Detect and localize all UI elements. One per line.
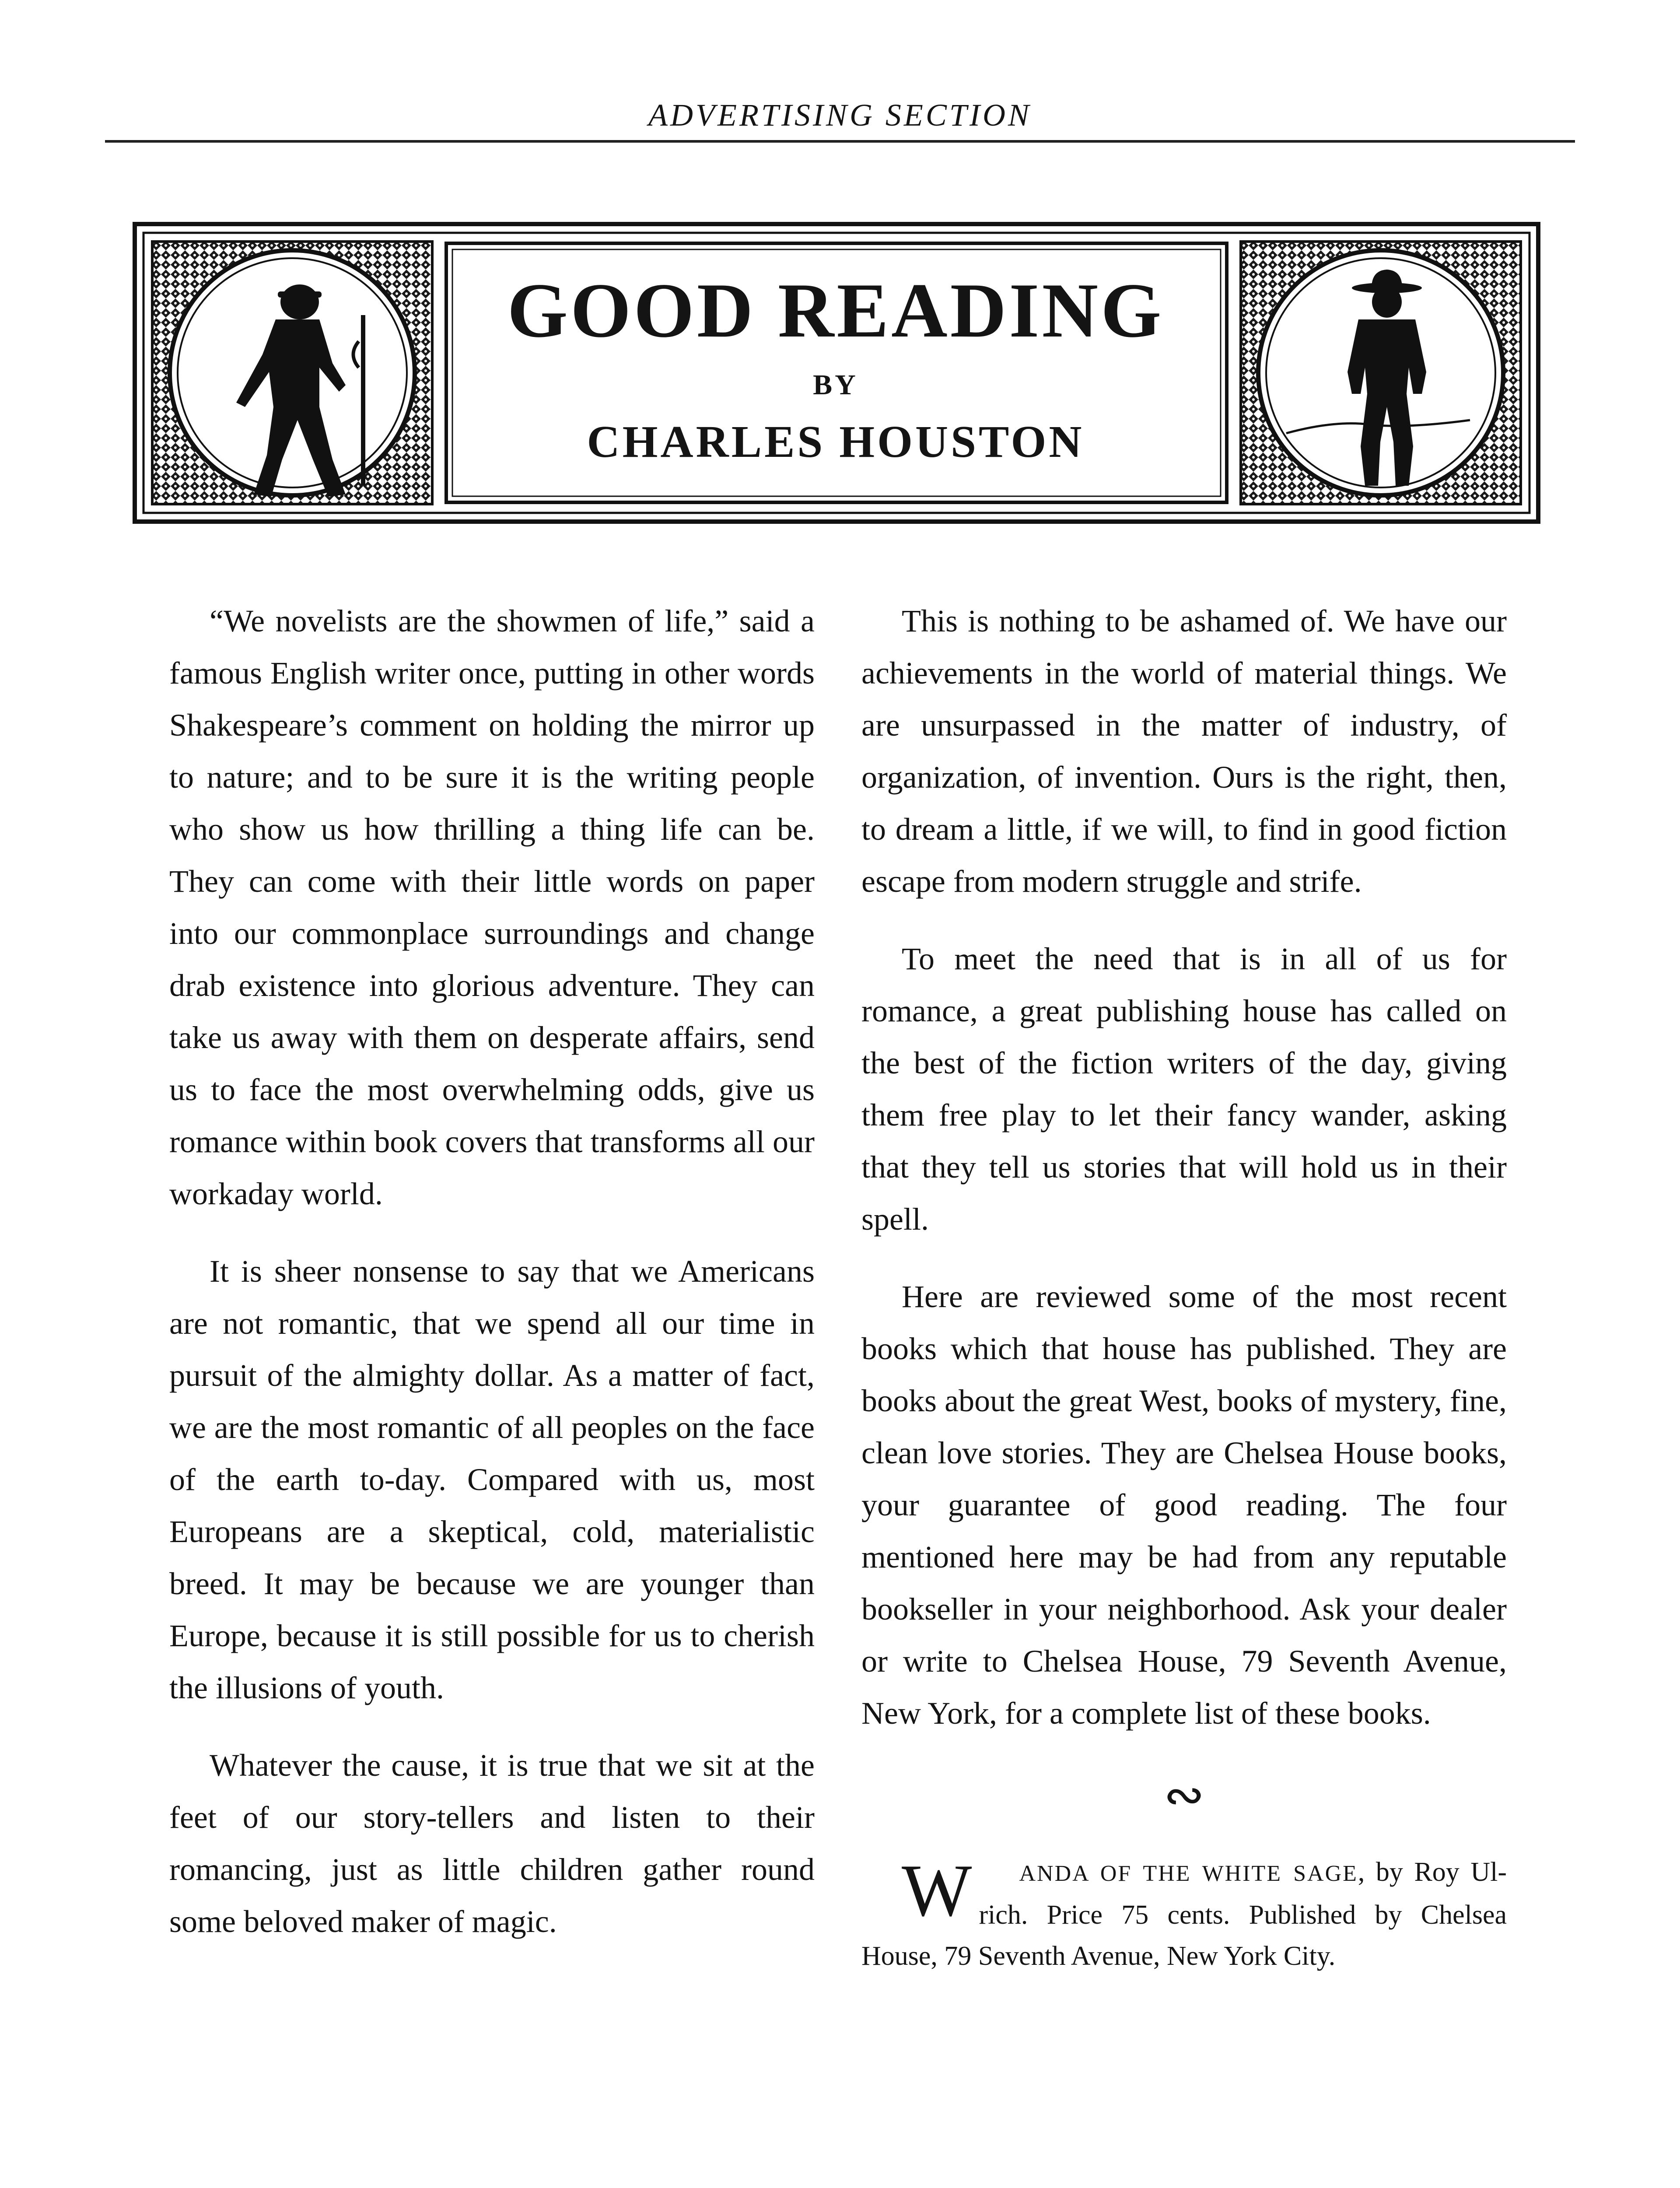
left-column (169, 595, 815, 1973)
body-paragraph: Whatever the cause, it is true that we sit at the feet of our story-tellers and listen to their romancing, just as little children gather round some beloved maker of magic. (169, 1748, 815, 1939)
body-paragraph: “We novelists are the showmen of life,” said a famous English writer once, putting in other words Shakespeare’s comment on holding the mirror up to nature; and to be sure it is the writing people who show us how thrilling a thing life can be. They can come with their little words on paper into our commonplace surroundings and change drab existence into glorious adventure. They can take us away with them on desperate affairs, send us to face the most overwhelming odds, give us romance within book covers that transforms all our workaday world. (169, 603, 815, 1211)
review-text: , by Roy Ulrich. Price 75 cents. Published by Chelsea House, 79 Seventh Avenue, New York City. (861, 1857, 1507, 1971)
header-rule (105, 140, 1575, 143)
walking-man-silhouette-icon (188, 276, 398, 503)
right-column (861, 595, 1507, 2002)
ornament-icon: ∾ (1163, 1768, 1205, 1823)
drop-cap: W (902, 1849, 972, 1932)
running-head: ADVERTISING SECTION (648, 98, 1032, 133)
book-review (861, 1851, 1507, 1977)
banner-by-line: BY (813, 369, 858, 401)
cowboy-silhouette-icon (1282, 263, 1492, 499)
book-title: ANDA OF THE WHITE SAGE (1019, 1861, 1358, 1886)
body-paragraph: Here are reviewed some of the most recent books which that house has published. They are books about the great West, books of mystery, fine, clean love stories. They are Chelsea House books, your guarantee of good reading. The four mentioned here may be had from any reputable bookseller in your neighborhood. Ask your dealer or write to Chelsea House, 79 Seventh Avenue, New York, for a complete list of these books. (861, 1279, 1507, 1731)
banner-title: GOOD READING (507, 267, 1164, 354)
body-paragraph: This is nothing to be ashamed of. We have our achievements in the world of material things. We are unsurpassed in the matter of industry, of organization, of invention. Ours is the right, then, to dream a little, if we will, to find in good fiction escape from modern struggle and strife. (861, 603, 1507, 899)
banner-author: CHARLES HOUSTON (587, 417, 1085, 467)
body-paragraph: It is sheer nonsense to say that we Americans are not romantic, that we spend all our time in pursuit of the almighty dollar. As a matter of fact, we are the most romantic of all peoples on the face of the earth to-day. Compared with us, most Europeans are a skeptical, cold, materialistic breed. It may be because we are younger than Europe, because it is still possible for us to cherish the illusions of youth. (169, 1254, 815, 1705)
body-paragraph: To meet the need that is in all of us for romance, a great publishing house has called on the best of the fiction writers of the day, giving them free play to let their fancy wander, asking that they tell us stories that will hold us in their spell. (861, 941, 1507, 1237)
